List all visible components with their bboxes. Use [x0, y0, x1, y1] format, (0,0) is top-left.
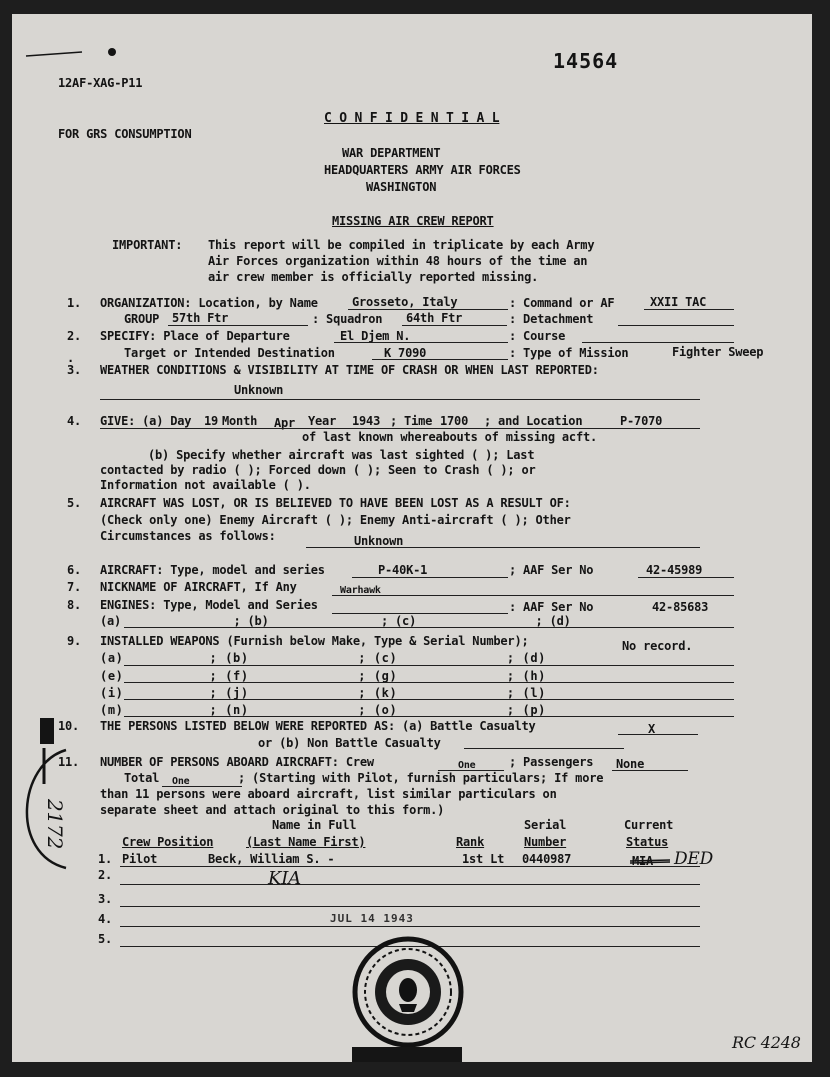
crew-row-3-underline [120, 906, 700, 907]
day-value: 19 [204, 414, 219, 428]
target-value: K 7090 [384, 346, 427, 360]
crew-count: One [458, 760, 476, 771]
departure-underline [334, 342, 508, 343]
item-10-number: 10. [58, 719, 80, 733]
header-serial: Serial [524, 818, 567, 832]
mission-label: : Type of Mission [509, 346, 629, 360]
ref-code: 12AF-XAG-P11 [58, 76, 143, 90]
department-line-1: WAR DEPARTMENT [342, 146, 441, 160]
consumption-note: FOR GRS CONSUMPTION [58, 127, 192, 141]
important-line-2: Air Forces organization within 48 hours of the time an [208, 254, 588, 268]
engines-label: ENGINES: Type, Model and Series [100, 598, 318, 612]
aircraft-serial-underline [638, 577, 734, 578]
weather-label: WEATHER CONDITIONS & VISIBILITY AT TIME OF CRASH OR WHEN LAST REPORTED: [100, 363, 599, 377]
item-9-number: 9. [67, 634, 82, 648]
weapons-row-4: (m) ; (n) ; (o) ; (p) [100, 703, 547, 717]
sighting-line-2: contacted by radio ( ); Forced down ( ); Seen to Crash ( ); or [100, 463, 536, 477]
casualty-line-2: or (b) Non Battle Casualty [258, 736, 441, 750]
command-underline [644, 309, 734, 310]
persons-note-1: ; (Starting with Pilot, furnish particulars; If more [238, 771, 604, 785]
important-line-1: This report will be compiled in triplicate by each Army [208, 238, 595, 252]
casualty-line-1: THE PERSONS LISTED BELOW WERE REPORTED AS: (a) Battle Casualty [100, 719, 536, 733]
document-number: 14564 [553, 49, 619, 73]
header-rank: Rank [456, 835, 485, 849]
departure-value: El Djem N. [340, 329, 411, 343]
crew-row-1-serial: 0440987 [522, 852, 572, 866]
status-strikethrough [628, 857, 672, 865]
side-handwritten-number: 2172 [43, 799, 67, 850]
item-3-number: 3. [67, 363, 82, 377]
nickname-underline [332, 595, 734, 596]
date-stamp-text: JUL 14 1943 [330, 912, 414, 925]
crew-row-1-number: 1. [98, 852, 113, 866]
battle-casualty-underline [618, 734, 698, 735]
header-crew-position: Crew Position [122, 835, 214, 849]
item-8-number: 8. [67, 598, 82, 612]
total-value: One [172, 776, 190, 787]
persons-note-3: separate sheet and attach original to this form.) [100, 803, 445, 817]
loss-cause-line-1: AIRCRAFT WAS LOST, OR IS BELIEVED TO HAVE BEEN LOST AS A RESULT OF: [100, 496, 571, 510]
kia-handwritten-note: KIA [268, 868, 301, 889]
header-name-in-full: Name in Full [272, 818, 357, 832]
squadron-label: : Squadron [312, 312, 383, 326]
time-value: 1700 [440, 414, 469, 428]
persons-note-2: than 11 persons were aboard aircraft, list similar particulars on [100, 787, 557, 801]
weapons-underline-2 [124, 682, 734, 683]
weather-value: Unknown [234, 383, 284, 397]
item-6-number: 6. [67, 563, 82, 577]
target-label: Target or Intended Destination [124, 346, 335, 360]
passengers-value: None [616, 757, 645, 771]
circumstances-underline [306, 547, 700, 548]
month-value: Apr [274, 416, 296, 430]
crew-row-5-number: 5. [98, 932, 113, 946]
punch-mark [30, 714, 70, 754]
engine-row-underline [124, 627, 734, 628]
weapons-underline-3 [124, 699, 734, 700]
report-title: MISSING AIR CREW REPORT [332, 214, 494, 228]
item-2-dot: . [67, 351, 75, 365]
weapons-underline-4 [124, 716, 734, 717]
weapons-underline-1 [124, 665, 734, 666]
non-battle-underline [464, 748, 624, 749]
header-last-name-first: (Last Name First) [246, 835, 366, 849]
crew-row-4-underline [120, 926, 700, 927]
total-label: Total [124, 771, 160, 785]
passengers-label: ; Passengers [509, 755, 594, 769]
battle-casualty-mark: X [648, 722, 656, 736]
seal-stamp [350, 934, 466, 1050]
header-status: Status [626, 835, 669, 849]
crew-row-1-name: Beck, William S. - [208, 852, 335, 866]
classification: C O N F I D E N T I A L [324, 111, 500, 126]
weapons-row-2: (e) ; (f) ; (g) ; (h) [100, 669, 547, 683]
loss-cause-value: Unknown [354, 534, 404, 548]
month-label: Month [222, 414, 258, 428]
crew-row-1-underline [120, 866, 700, 867]
weapons-row-3: (i) ; (j) ; (k) ; (l) [100, 686, 547, 700]
command-value: XXII TAC [650, 295, 707, 309]
aircraft-serial-label: ; AAF Ser No [509, 563, 594, 577]
bottom-handwritten-reference: RC 4248 [732, 1033, 801, 1052]
item-5-number: 5. [67, 496, 82, 510]
weapons-row-1: (a) ; (b) ; (c) ; (d) [100, 651, 547, 665]
aircraft-type-underline [352, 577, 508, 578]
command-label: : Command or AF [509, 296, 615, 310]
mission-value: Fighter Sweep [672, 345, 764, 359]
crew-row-3-number: 3. [98, 892, 113, 906]
passengers-underline [612, 770, 688, 771]
organization-location: Grosseto, Italy [352, 295, 458, 309]
header-current: Current [624, 818, 674, 832]
course-label: : Course [509, 329, 566, 343]
engine-serial: 42-85683 [652, 600, 709, 614]
aircraft-serial: 42-45989 [646, 563, 703, 577]
important-line-3: air crew member is officially reported missing. [208, 270, 539, 284]
important-label: IMPORTANT: [112, 238, 183, 252]
crew-row-1-position: Pilot [122, 852, 158, 866]
engine-row: (a) ; (b) ; (c) ; (d) [100, 614, 571, 628]
nickname-label: NICKNAME OF AIRCRAFT, If Any [100, 580, 297, 594]
location-underline [348, 309, 508, 310]
organization-label: ORGANIZATION: Location, by Name [100, 296, 318, 310]
aircraft-type: P-40K-1 [378, 563, 428, 577]
weather-underline [100, 399, 700, 400]
crew-row-2-underline [120, 884, 700, 885]
specify-label: SPECIFY: Place of Departure [100, 329, 290, 343]
document-page [12, 14, 812, 1062]
weapons-label: INSTALLED WEAPONS (Furnish below Make, Type & Serial Number); [100, 634, 529, 648]
aircraft-label: AIRCRAFT: Type, model and series [100, 563, 325, 577]
item-4-number: 4. [67, 414, 82, 428]
time-label: ; Time [390, 414, 433, 428]
bottom-stamp-bar [352, 1047, 462, 1062]
location-label: ; and Location [484, 414, 583, 428]
date-underline [100, 428, 700, 429]
loss-cause-line-3: Circumstances as follows: [100, 529, 276, 543]
squadron-underline [402, 325, 507, 326]
persons-label: NUMBER OF PERSONS ABOARD AIRCRAFT: Crew [100, 755, 374, 769]
item-7-number: 7. [67, 580, 82, 594]
top-scan-marks [22, 44, 142, 64]
detachment-label: : Detachment [509, 312, 594, 326]
give-label: GIVE: (a) Day [100, 414, 192, 428]
detachment-underline [618, 325, 734, 326]
crew-row-2-number: 2. [98, 868, 113, 882]
nickname-value: Warhawk [340, 585, 381, 596]
crew-row-1-rank: 1st Lt [462, 852, 505, 866]
status-handwritten-note: DED [674, 849, 714, 869]
department-line-2: HEADQUARTERS ARMY AIR FORCES [324, 163, 521, 177]
group-label: GROUP [124, 312, 160, 326]
weapons-value: No record. [622, 639, 693, 653]
year-label: Year [308, 414, 337, 428]
item-2-number: 2. [67, 329, 82, 343]
item-1-number: 1. [67, 296, 82, 310]
group-value: 57th Ftr [172, 311, 229, 325]
course-underline [582, 342, 734, 343]
target-underline [372, 359, 508, 360]
sighting-line-3: Information not available ( ). [100, 478, 311, 492]
squadron-value: 64th Ftr [406, 311, 463, 325]
sighting-line-1: (b) Specify whether aircraft was last sighted ( ); Last [148, 448, 535, 462]
item-11-number: 11. [58, 755, 80, 769]
loss-cause-line-2: (Check only one) Enemy Aircraft ( ); Enemy Anti-aircraft ( ); Other [100, 513, 571, 527]
location-value: P-7070 [620, 414, 663, 428]
group-underline [168, 325, 308, 326]
engine-serial-label: : AAF Ser No [509, 600, 594, 614]
whereabouts-note: of last known whereabouts of missing acft. [302, 430, 598, 444]
crew-row-4-number: 4. [98, 912, 113, 926]
department-line-3: WASHINGTON [366, 180, 437, 194]
year-value: 1943 [352, 414, 381, 428]
header-serial-number: Number [524, 835, 567, 849]
